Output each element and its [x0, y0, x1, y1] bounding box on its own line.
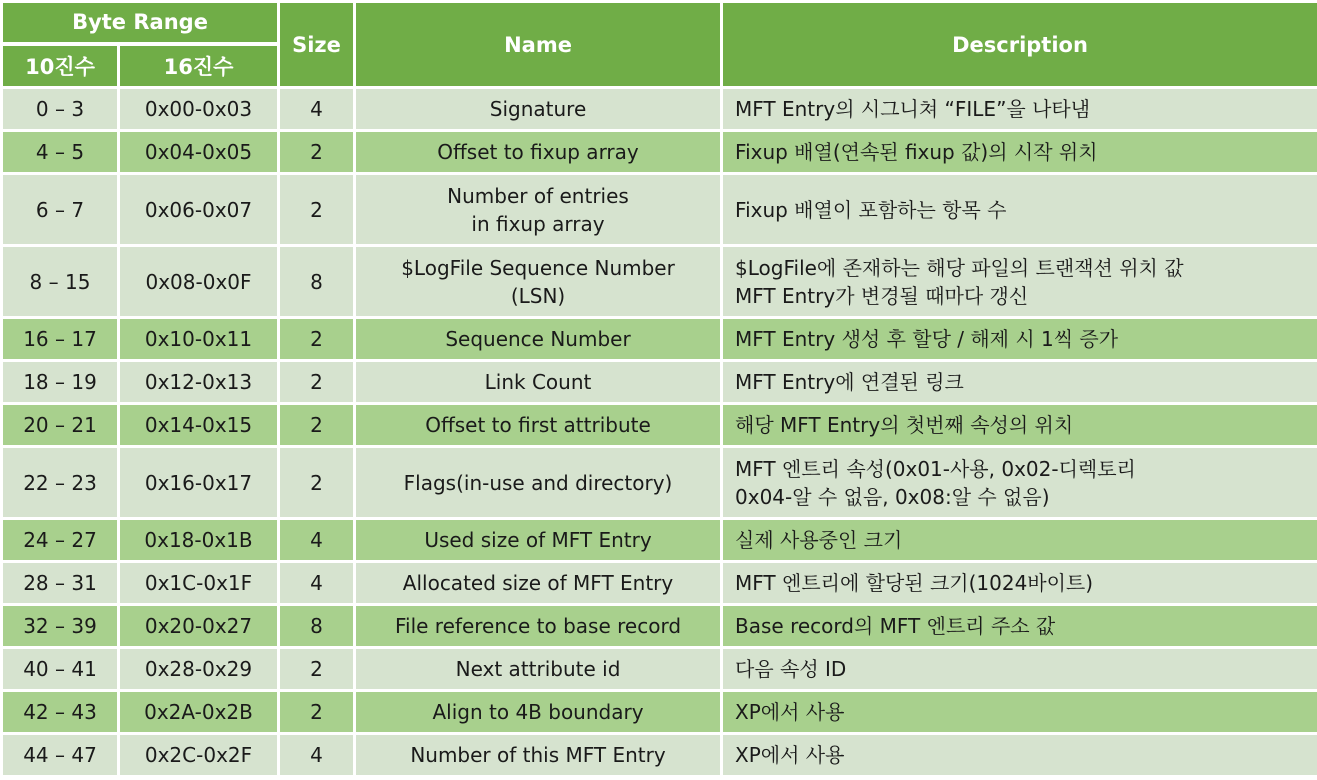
description-cell: MFT Entry의 시그니쳐 “FILE”을 나타냄 — [722, 88, 1317, 131]
byte-range-decimal-cell: 8 – 15 — [2, 246, 119, 318]
size-cell: 4 — [279, 734, 355, 777]
decimal-header: 10진수 — [2, 44, 119, 88]
size-cell: 4 — [279, 88, 355, 131]
description-cell: Fixup 배열이 포함하는 항목 수 — [722, 174, 1317, 246]
description-cell: MFT 엔트리에 할당된 크기(1024바이트) — [722, 562, 1317, 605]
table-row — [2, 519, 1317, 562]
byte-range-header: Byte Range — [2, 2, 279, 44]
name-cell: Number of entries in fixup array — [355, 174, 722, 246]
size-cell: 4 — [279, 562, 355, 605]
byte-range-decimal-cell: 24 – 27 — [2, 519, 119, 562]
description-cell: 실제 사용중인 크기 — [722, 519, 1317, 562]
name-cell: Used size of MFT Entry — [355, 519, 722, 562]
table-row — [2, 691, 1317, 734]
byte-range-hex-cell: 0x10-0x11 — [119, 318, 279, 361]
byte-range-hex-cell: 0x14-0x15 — [119, 404, 279, 447]
hex-header: 16진수 — [119, 44, 279, 88]
byte-range-hex-cell: 0x1C-0x1F — [119, 562, 279, 605]
table-row — [2, 562, 1317, 605]
byte-range-decimal-cell: 28 – 31 — [2, 562, 119, 605]
size-cell: 2 — [279, 174, 355, 246]
byte-range-hex-cell: 0x08-0x0F — [119, 246, 279, 318]
byte-range-hex-cell: 0x12-0x13 — [119, 361, 279, 404]
table-row — [2, 246, 1317, 318]
size-cell: 8 — [279, 246, 355, 318]
byte-range-hex-cell: 0x04-0x05 — [119, 131, 279, 174]
size-cell: 2 — [279, 691, 355, 734]
name-header: Name — [355, 2, 722, 88]
description-cell: $LogFile에 존재하는 해당 파일의 트랜잭션 위치 값 MFT Entry가 변경될 때마다 갱신 — [722, 246, 1317, 318]
byte-range-hex-cell: 0x2A-0x2B — [119, 691, 279, 734]
table-row — [2, 404, 1317, 447]
byte-range-decimal-cell: 16 – 17 — [2, 318, 119, 361]
byte-range-decimal-cell: 42 – 43 — [2, 691, 119, 734]
description-cell: MFT Entry에 연결된 링크 — [722, 361, 1317, 404]
size-cell: 2 — [279, 318, 355, 361]
name-cell: Link Count — [355, 361, 722, 404]
description-header: Description — [722, 2, 1317, 88]
size-header: Size — [279, 2, 355, 88]
byte-range-hex-cell: 0x18-0x1B — [119, 519, 279, 562]
byte-range-hex-cell: 0x06-0x07 — [119, 174, 279, 246]
byte-range-hex-cell: 0x20-0x27 — [119, 605, 279, 648]
byte-range-hex-cell: 0x16-0x17 — [119, 447, 279, 519]
name-cell: $LogFile Sequence Number (LSN) — [355, 246, 722, 318]
table-row — [2, 361, 1317, 404]
size-cell: 2 — [279, 131, 355, 174]
description-cell: Fixup 배열(연속된 fixup 값)의 시작 위치 — [722, 131, 1317, 174]
name-cell: Flags(in-use and directory) — [355, 447, 722, 519]
name-cell: Next attribute id — [355, 648, 722, 691]
byte-range-decimal-cell: 6 – 7 — [2, 174, 119, 246]
byte-range-decimal-cell: 20 – 21 — [2, 404, 119, 447]
byte-range-decimal-cell: 0 – 3 — [2, 88, 119, 131]
byte-range-decimal-cell: 18 – 19 — [2, 361, 119, 404]
description-cell: XP에서 사용 — [722, 691, 1317, 734]
description-cell: Base record의 MFT 엔트리 주소 값 — [722, 605, 1317, 648]
byte-range-decimal-cell: 22 – 23 — [2, 447, 119, 519]
name-cell: Sequence Number — [355, 318, 722, 361]
name-cell: Align to 4B boundary — [355, 691, 722, 734]
description-cell: 다음 속성 ID — [722, 648, 1317, 691]
description-cell: MFT Entry 생성 후 할당 / 해제 시 1씩 증가 — [722, 318, 1317, 361]
name-cell: File reference to base record — [355, 605, 722, 648]
size-cell: 4 — [279, 519, 355, 562]
table-row — [2, 174, 1317, 246]
name-cell: Offset to fixup array — [355, 131, 722, 174]
description-cell: XP에서 사용 — [722, 734, 1317, 777]
byte-range-decimal-cell: 32 – 39 — [2, 605, 119, 648]
size-cell: 8 — [279, 605, 355, 648]
table-row — [2, 648, 1317, 691]
byte-range-decimal-cell: 44 – 47 — [2, 734, 119, 777]
table-row — [2, 447, 1317, 519]
byte-range-hex-cell: 0x2C-0x2F — [119, 734, 279, 777]
description-cell: 해당 MFT Entry의 첫번째 속성의 위치 — [722, 404, 1317, 447]
size-cell: 2 — [279, 447, 355, 519]
table-row — [2, 318, 1317, 361]
name-cell: Signature — [355, 88, 722, 131]
description-cell: MFT 엔트리 속성(0x01-사용, 0x02-디렉토리 0x04-알 수 없음, 0x08:알 수 없음) — [722, 447, 1317, 519]
byte-range-decimal-cell: 40 – 41 — [2, 648, 119, 691]
byte-range-hex-cell: 0x00-0x03 — [119, 88, 279, 131]
name-cell: Allocated size of MFT Entry — [355, 562, 722, 605]
size-cell: 2 — [279, 361, 355, 404]
table-row — [2, 734, 1317, 777]
byte-range-hex-cell: 0x28-0x29 — [119, 648, 279, 691]
table-row — [2, 605, 1317, 648]
size-cell: 2 — [279, 404, 355, 447]
byte-range-decimal-cell: 4 – 5 — [2, 131, 119, 174]
size-cell: 2 — [279, 648, 355, 691]
name-cell: Offset to first attribute — [355, 404, 722, 447]
name-cell: Number of this MFT Entry — [355, 734, 722, 777]
table-body — [2, 88, 1317, 777]
table-row — [2, 131, 1317, 174]
table-row — [2, 88, 1317, 131]
